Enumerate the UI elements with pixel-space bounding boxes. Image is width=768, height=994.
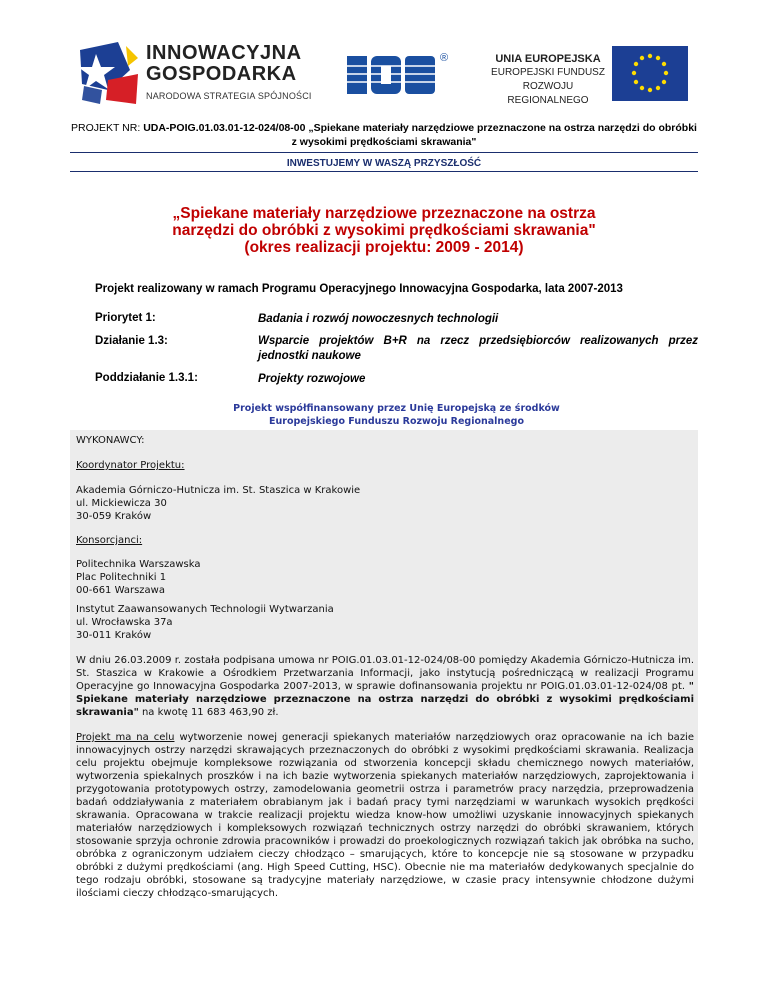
subaction-value: Projekty rozwojowe: [258, 373, 366, 385]
title-line1: „Spiekane materiały narzędziowe przeznaczone na ostrza: [172, 205, 596, 222]
action-label: Działanie 1.3:: [95, 335, 168, 347]
program-line: Projekt realizowany w ramach Programu Operacyjnego Innowacyjna Gospodarka, lata 2007-2013: [95, 283, 623, 295]
eu-label-line2: EUROPEJSKI FUNDUSZ: [491, 67, 605, 78]
address-line: Plac Politechniki 1: [76, 572, 167, 583]
ig-logo-line2: GOSPODARKA: [146, 63, 297, 85]
address-line: ul. Wrocławska 37a: [76, 617, 173, 628]
ig-logo-line1: INNOWACYJNA: [146, 42, 302, 64]
agreement-text: W dniu 26.03.2009 r. została podpisana umowa nr POIG.01.03.01-12-024/08-00 pomiędzy Akademia Górniczo-Hutnicza im. St. Staszica w Krakowie a Ośrodkiem Przetwarzania Informacji, jako instytucją pośredniczącą w realizacji Programu Operacyjne go Innowacyjna Gospodarka 2007-2013, w sprawie dofinansowania projektu nr POIG.01.03.01-12-024/08 pt.: [76, 655, 694, 692]
eu-fund-label: [488, 52, 608, 108]
star-flag-icon: [78, 40, 140, 106]
goal-paragraph: [76, 731, 694, 900]
goal-label: Projekt ma na celu: [76, 732, 175, 743]
contractors-heading: WYKONAWCY:: [76, 435, 145, 446]
address-line: 00-661 Warszawa: [76, 585, 165, 596]
project-number: [70, 121, 698, 149]
cofin-line2: Europejskiego Funduszu Rozwoju Regionalnego: [269, 416, 524, 427]
project-number-label: PROJEKT NR:: [71, 122, 144, 134]
agreement-paragraph: [76, 654, 694, 719]
address-line: 30-059 Kraków: [76, 511, 152, 522]
title-line3: (okres realizacji projektu: 2009 - 2014): [244, 239, 524, 256]
action-value: Wsparcie projektów B+R na rzecz przedsiębiorców realizowanych przez jednostki naukowe: [258, 335, 698, 362]
coordinator-label: Koordynator Projektu:: [76, 460, 185, 471]
member2-address: [76, 603, 334, 642]
priority-value: Badania i rozwój nowoczesnych technologii: [258, 313, 499, 325]
eu-label-line3: ROZWOJU REGIONALNEGO: [507, 81, 589, 106]
address-line: Politechnika Warszawska: [76, 559, 201, 570]
address-line: 30-011 Kraków: [76, 630, 152, 641]
ig-logo-line3: NARODOWA STRATEGIA SPÓJNOŚCI: [146, 91, 312, 101]
consortium-label: Konsorcjanci:: [76, 535, 143, 546]
coordinator-address: [76, 484, 360, 523]
registered-mark: ®: [440, 52, 449, 64]
divider-bottom: [70, 171, 698, 172]
subaction-label: Poddziałanie 1.3.1:: [95, 372, 198, 384]
address-line: Akademia Górniczo-Hutnicza im. St. Staszica w Krakowie: [76, 485, 361, 496]
eu-label-line1: UNIA EUROPEJSKA: [495, 53, 601, 65]
agreement-title: " Spiekane materiały narzędziowe przeznaczone na ostrza narzędzi do obróbki z wysokimi prędkościami skrawania": [76, 681, 694, 718]
priority-label: Priorytet 1:: [95, 312, 156, 324]
member1-address: [76, 558, 201, 597]
divider-top: [70, 152, 698, 153]
ios-logo-graphic: [345, 52, 437, 98]
invest-slogan: INWESTUJEMY W WASZĄ PRZYSZŁOŚĆ: [286, 158, 482, 169]
cofin-line1: Projekt współfinansowany przez Unię Europejską ze środków: [233, 403, 560, 414]
document-title: [70, 205, 698, 256]
address-line: Instytut Zaawansowanych Technologii Wytwarzania: [76, 604, 334, 615]
agreement-amount: na kwotę 11 683 463,90 zł.: [138, 707, 279, 718]
goal-text: wytworzenie nowej generacji spiekanych materiałów narzędziowych oraz opracowanie na ich bazie innowacyjnych ostrzy narzędzi skrawających przeznaczonych do obróbki z wysokimi prędkościami skrawania. Realizacja celu projektu obejmuje kompleksowe rozwiązania od stworzenia koncepcji składu chemicznego nowych materiałów, wytworzenia spiekalnych proszków i na ich bazie wytworzenia spiekanych materiałów narzędziowych, zaprojektowania i przygotowania prototypowych ostrzy, zamodelowania geometrii ostrza i parametrów pracy narzędzia, przeprowadzenia badań oddziaływania z materiałem obrabianym jak i badań pracy tymi narzędziami w warunkach wysokich prędkości skrawania. Opracowana w trakcie realizacji projektu wiedza know-how umożliwi uzyskanie innowacyjnych spiekanych materiałów narzędziowych i kompleksowych rozwiązań technicznych ostrzy narzędzi do obróbki skrawaniem, których stosowanie sprzyja ochronie zdrowia pracowników i prowadzi do proekologicznych rozwiązań takich jak obróbka na sucho, obróbka z ograniczonym udziałem cieczy chłodząco – smarujących, które to koncepcje nie są stosowane w przypadku obróbki z dużymi prędkościami (ang. High Speed Cutting, HSC). Obecnie nie ma materiałów dedykowanych specjalnie do tego rodzaju obróbki, stosowane są tradycyjne materiały narzędziowe, w czasie pracy intensywnie chłodzone dużymi ilościami cieczy chłodząco-smarujących.: [76, 732, 694, 899]
project-number-value: UDA-POIG.01.03.01-12-024/08-00 „Spiekane materiały narzędziowe przeznaczone na ostrza narzędzi do obróbki z wysokimi prędkościami skrawania": [143, 122, 697, 148]
address-line: ul. Mickiewicza 30: [76, 498, 167, 509]
title-line2: narzędzi do obróbki z wysokimi prędkościami skrawania": [172, 222, 596, 239]
ios-logo: [345, 52, 455, 98]
innowacyjna-gospodarka-logo: [78, 40, 318, 110]
cofinancing-note: [95, 402, 698, 428]
eu-flag-icon: [612, 46, 688, 101]
